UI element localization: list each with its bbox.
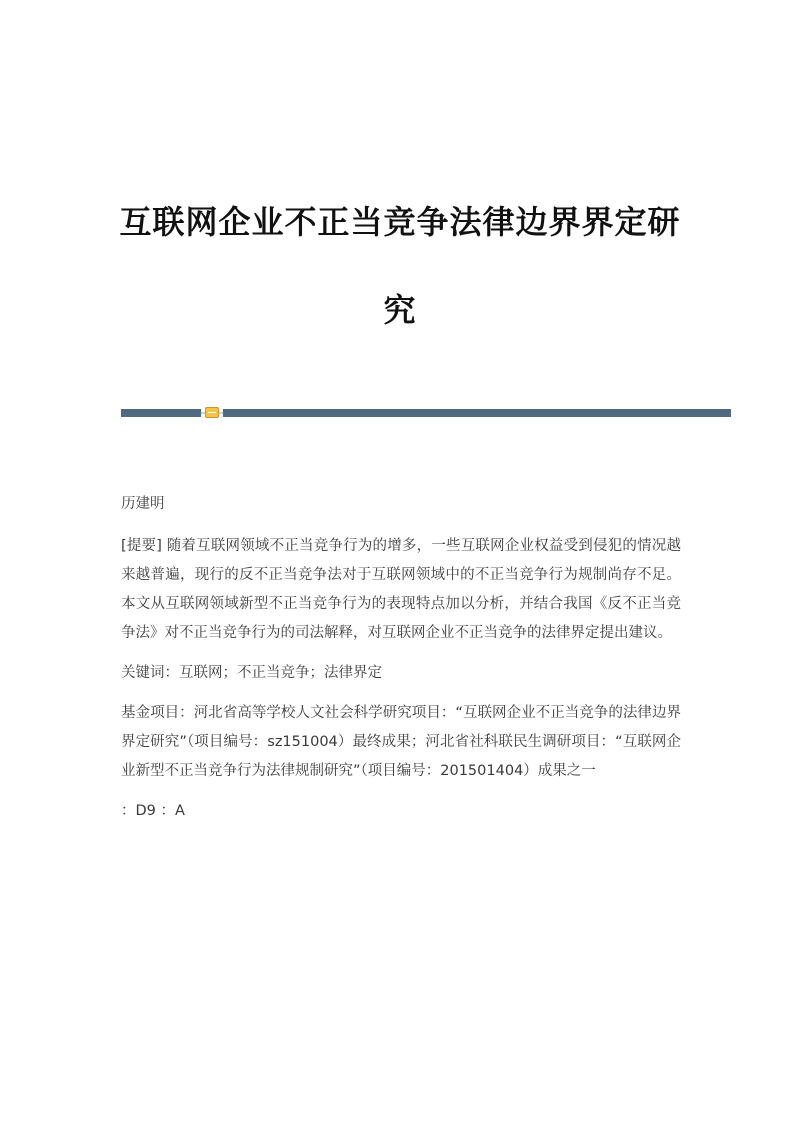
- abstract-text: 随着互联网领域不正当竞争行为的增多，一些互联网企业权益受到侵犯的情况越来越普遍，现行的反不正当竞争法对于互联网领域中的不正当竞争行为规制尚存不足。本文从互联网领域新型不正当竞争行为的表现特点加以分析，并结合我国《反不正当竞争法》对不正当竞争行为的司法解释，对互联网企业不正当竞争的法律界定提出建议。: [121, 538, 681, 641]
- paper-title-line-2: 究: [383, 291, 417, 329]
- fund-label: 基金项目：: [121, 705, 194, 721]
- keywords-label: 关键词：: [121, 665, 179, 681]
- abstract-paragraph: [121, 532, 681, 648]
- author-name: 历建明: [121, 496, 165, 512]
- keywords-paragraph: [121, 659, 681, 688]
- classification-line: ：D9 ：A: [121, 803, 185, 819]
- fund-paragraph: [121, 699, 681, 786]
- divider-ornament-icon: [205, 407, 219, 418]
- title-divider: [121, 409, 731, 417]
- paper-body: [121, 490, 681, 837]
- divider-right-bar: [223, 409, 731, 417]
- abstract-label: [提要]: [121, 538, 162, 554]
- keywords-text: 互联网；不正当竞争；法律界定: [179, 665, 382, 681]
- paper-title: [80, 178, 720, 354]
- fund-text: 河北省高等学校人文社会科学研究项目：“互联网企业不正当竞争的法律边界界定研究”（项目编号：sz151004）最终成果；河北省社科联民生调研项目：“互联网企业新型不正当竞争行为法律规制研究”（项目编号：201501404）成果之一: [121, 705, 682, 779]
- divider-left-bar: [121, 409, 201, 417]
- paper-title-line-1: 互联网企业不正当竞争法律边界界定研: [119, 203, 681, 241]
